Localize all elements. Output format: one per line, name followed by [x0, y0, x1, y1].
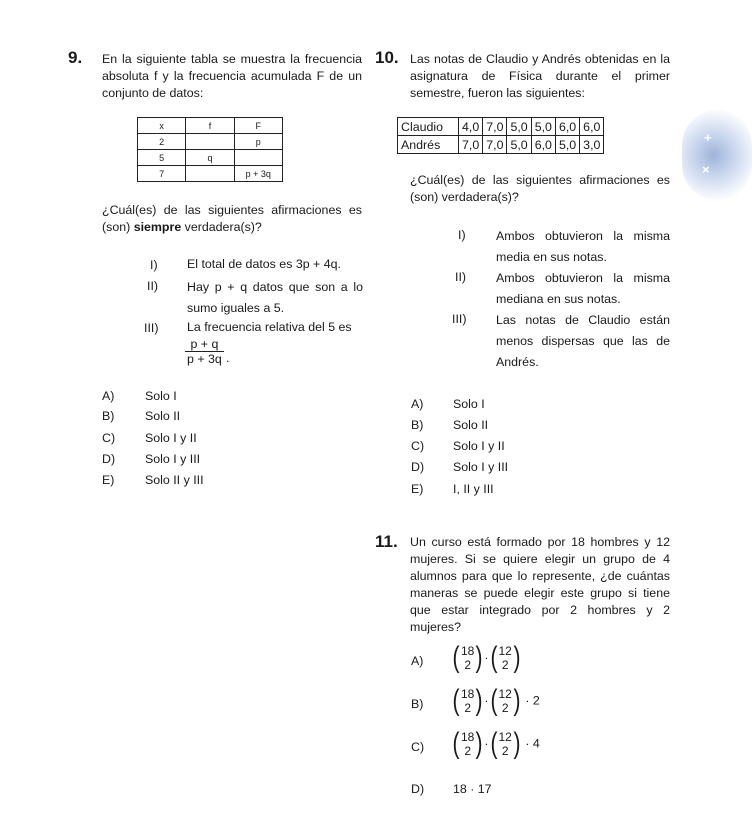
option-text: Solo I y II — [145, 431, 197, 445]
table-cell: 6,0 — [555, 118, 579, 136]
fraction-denominator: p + 3q — [187, 352, 222, 366]
table-cell: 6,0 — [531, 136, 555, 154]
table-row-header: Andrés — [398, 136, 459, 154]
binom-k: 2 — [464, 744, 472, 758]
table-cell: q — [186, 150, 234, 166]
option-text: Solo II — [145, 409, 181, 423]
table-row-header: Claudio — [398, 118, 459, 136]
binom-n: 18 — [461, 687, 475, 701]
option-text: Solo I — [145, 389, 177, 403]
q9-statement-text: La frecuencia relativa del 5 es — [187, 320, 352, 334]
q10-number: 10. — [375, 48, 399, 67]
option-suffix: · 2 — [525, 693, 540, 708]
q11-intro: Un curso está formado por 18 hombres y 12 mujeres. Si se quiere elegir un grupo de 4 alumnos para que lo represente, ¿de cuántas maneras se puede elegir este grupo si tiene que estar integrado por 2 hombres y 2 mujeres? — [410, 535, 670, 634]
option-letter: C) — [411, 740, 425, 754]
fraction-numerator: p + q — [185, 337, 224, 352]
table-cell: 5,0 — [531, 118, 555, 136]
table-cell: 7,0 — [483, 136, 507, 154]
q11-option-b[interactable] — [411, 686, 571, 722]
table-cell — [186, 134, 234, 150]
table-cell: 3,0 — [580, 136, 604, 154]
option-letter: D) — [411, 782, 425, 796]
option-letter: A) — [411, 654, 424, 668]
table-cell — [186, 166, 234, 182]
option-expression: ( 18 2 ) ·( 12 2 ) · 2 — [452, 684, 540, 717]
q9-question-post: verdadera(s)? — [181, 220, 262, 234]
q9-statement-text: El total de datos es 3p + 4q. — [187, 257, 341, 271]
q9-statement-text: Hay p + q datos que son a lo sumo iguales a 5. — [187, 280, 363, 315]
option-letter: E) — [411, 482, 424, 496]
option-letter: A) — [411, 397, 424, 411]
table-cell: p — [234, 134, 282, 150]
edge-badge-icon: + × — [682, 110, 752, 200]
option-text: 18 · 17 — [453, 782, 492, 796]
binom-k: 2 — [501, 658, 509, 672]
option-letter: B) — [411, 418, 424, 432]
binom-n: 12 — [498, 730, 512, 744]
binom-k: 2 — [464, 658, 472, 672]
option-letter: B) — [102, 409, 115, 423]
q9-question — [102, 202, 362, 236]
option-letter: C) — [411, 439, 425, 453]
q11-option-c[interactable] — [411, 729, 571, 765]
q10-statement-roman: I) — [458, 228, 466, 242]
q9-question-pre: ¿Cuál(es) de las siguientes afirmaciones es (son) — [102, 203, 362, 234]
option-text: Solo I y III — [145, 452, 201, 466]
q10-statement-text: Las notas de Claudio están menos dispersas que las de Andrés. — [496, 313, 670, 369]
q10-statement-roman: III) — [452, 312, 467, 326]
q9-frequency-table — [137, 117, 283, 182]
table-header: f — [186, 118, 234, 134]
q9-intro: En la siguiente tabla se muestra la frecuencia absoluta f y la frecuencia acumulada F de un conjunto de datos: — [102, 52, 362, 100]
table-cell: p + 3q — [234, 166, 282, 182]
binomial: ( 12 2 ) — [490, 641, 521, 674]
binomial: ( 18 2 ) — [452, 641, 483, 674]
binom-n: 18 — [461, 730, 475, 744]
option-letter: D) — [411, 460, 425, 474]
binom-k: 2 — [464, 701, 472, 715]
option-letter: E) — [102, 473, 115, 487]
table-cell: 7,0 — [483, 118, 507, 136]
option-text: I, II y III — [453, 482, 494, 496]
option-text: Solo II — [453, 418, 489, 432]
q11-number: 11. — [375, 532, 398, 551]
table-cell: 2 — [138, 134, 186, 150]
binom-n: 12 — [498, 644, 512, 658]
option-text: Solo I y II — [453, 439, 505, 453]
table-cell: 6,0 — [580, 118, 604, 136]
option-letter: C) — [102, 431, 116, 445]
binomial: ( 18 2 ) — [452, 684, 483, 717]
option-suffix: · 4 — [525, 736, 540, 751]
q9-fraction — [185, 337, 224, 366]
option-expression: ( 18 2 ) ·( 12 2 ) — [452, 641, 521, 674]
q9-statement-roman: II) — [147, 279, 159, 293]
option-expression: ( 18 2 ) ·( 12 2 ) · 4 — [452, 727, 540, 760]
binom-n: 18 — [461, 644, 475, 658]
binom-n: 12 — [498, 687, 512, 701]
q10-intro: Las notas de Claudio y Andrés obtenidas en la asignatura de Física durante el primer semestre, fueron las siguientes: — [410, 52, 670, 100]
binomial: ( 12 2 ) — [490, 727, 521, 760]
q10-statement-roman: II) — [455, 270, 467, 284]
table-cell: 5 — [138, 150, 186, 166]
table-cell: 4,0 — [459, 118, 483, 136]
q11-option-a[interactable] — [411, 643, 571, 679]
q9-fraction-period: . — [226, 351, 230, 365]
binom-k: 2 — [501, 701, 509, 715]
table-cell — [234, 150, 282, 166]
q10-grades-table — [397, 117, 604, 154]
table-cell: 7,0 — [459, 136, 483, 154]
q9-question-bold: siempre — [133, 220, 182, 234]
option-letter: D) — [102, 452, 116, 466]
q10-statement-text: Ambos obtuvieron la misma media en sus notas. — [496, 229, 670, 264]
q9-number: 9. — [68, 48, 83, 67]
binomial: ( 18 2 ) — [452, 727, 483, 760]
table-cell: 5,0 — [507, 136, 531, 154]
option-letter: A) — [102, 389, 115, 403]
option-letter: B) — [411, 697, 424, 711]
table-header: F — [234, 118, 282, 134]
table-header: x — [138, 118, 186, 134]
binomial: ( 12 2 ) — [490, 684, 521, 717]
option-text: Solo I — [453, 397, 485, 411]
binom-k: 2 — [501, 744, 509, 758]
q9-statement-roman: III) — [144, 321, 159, 335]
q9-statement-roman: I) — [150, 258, 158, 272]
table-cell: 5,0 — [507, 118, 531, 136]
table-cell: 5,0 — [555, 136, 579, 154]
option-text: Solo II y III — [145, 473, 204, 487]
table-cell: 7 — [138, 166, 186, 182]
q10-question: ¿Cuál(es) de las siguientes afirmaciones es (son) verdadera(s)? — [410, 173, 670, 204]
q10-statement-text: Ambos obtuvieron la misma mediana en sus notas. — [496, 271, 670, 306]
option-text: Solo I y III — [453, 460, 509, 474]
